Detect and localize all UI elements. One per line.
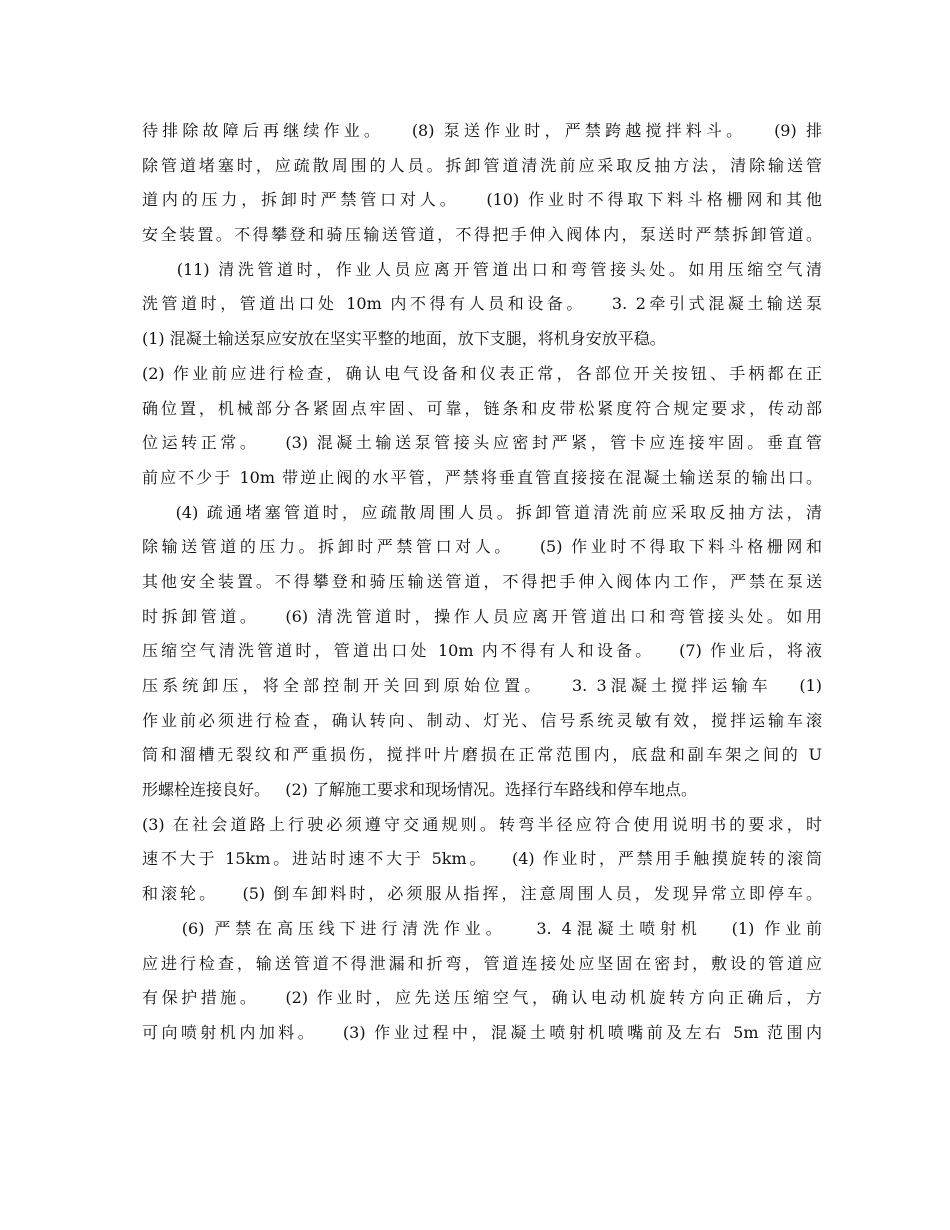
text-line: 压缩空气清洗管道时，管道出口处 10m 内不得有人和设备。 (7) 作业后，将液 (142, 641, 822, 661)
text-line: (4) 疏通堵塞管道时，应疏散周围人员。拆卸管道清洗前应采取反抽方法，清 (142, 502, 822, 522)
text-line: 除输送管道的压力。拆卸时严禁管口对人。 (5) 作业时不得取下料斗格栅网和 (142, 537, 822, 557)
text-line: 可向喷射机内加料。 (3) 作业过程中，混凝土喷射机喷嘴前及左右 5m 范围内 (142, 1022, 822, 1042)
text-line: 其他安全装置。不得攀登和骑压输送管道，不得把手伸入阀体内工作，严禁在泵送 (142, 571, 822, 591)
text-line: 应进行检查，输送管道不得泄漏和折弯，管道连接处应坚固在密封，敷设的管道应 (142, 953, 822, 973)
text-line: 作业前必须进行检查，确认转向、制动、灯光、信号系统灵敏有效，搅拌运输车滚 (142, 710, 822, 730)
text-line: 筒和溜槽无裂纹和严重损伤，搅拌叶片磨损在正常范围内，底盘和副车架之间的 U (142, 745, 822, 765)
text-line: 有保护措施。 (2) 作业时，应先送压缩空气，确认电动机旋转方向正确后，方 (142, 988, 822, 1008)
text-line: 前应不少于 10m 带逆止阀的水平管，严禁将垂直管直接接在混凝土输送泵的输出口。 (142, 467, 822, 487)
text-line: 洗管道时，管道出口处 10m 内不得有人员和设备。 3. 2牵引式混凝土输送泵 (142, 294, 822, 314)
text-line: 形螺栓连接良好。 (2) 了解施工要求和现场情况。选择行车路线和停车地点。 (142, 780, 698, 800)
text-line: (6) 严禁在高压线下进行清洗作业。 3. 4混凝土喷射机 (1) 作业前 (142, 918, 822, 938)
text-line: 安全装置。不得攀登和骑压输送管道，不得把手伸入阀体内，泵送时严禁拆卸管道。 (142, 225, 822, 245)
text-line: 待排除故障后再继续作业。 (8) 泵送作业时，严禁跨越搅拌料斗。 (9) 排 (142, 121, 822, 140)
text-line: 道内的压力，拆卸时严禁管口对人。 (10) 作业时不得取下料斗格栅网和其他 (142, 190, 822, 210)
text-line: (2) 作业前应进行检查，确认电气设备和仪表正常，各部位开关按钮、手柄都在正 (142, 363, 822, 383)
body-text (142, 114, 822, 1051)
text-line: 速不大于 15km。进站时速不大于 5km。 (4) 作业时，严禁用手触摸旋转的滚筒 (142, 849, 822, 869)
text-line: (1) 混凝土输送泵应安放在坚实平整的地面，放下支腿，将机身安放平稳。 (142, 329, 666, 349)
text-line: 确位置，机械部分各紧固点牢固、可靠，链条和皮带松紧度符合规定要求，传动部 (142, 398, 822, 418)
text-line: 时拆卸管道。 (6) 清洗管道时，操作人员应离开管道出口和弯管接头处。如用 (142, 606, 822, 626)
text-line: (3) 在社会道路上行驶必须遵守交通规则。转弯半径应符合使用说明书的要求，时 (142, 814, 822, 834)
text-line: 位运转正常。 (3) 混凝土输送泵管接头应密封严紧，管卡应连接牢固。垂直管 (142, 433, 822, 453)
text-line: 除管道堵塞时，应疏散周围的人员。拆卸管道清洗前应采取反抽方法，清除输送管 (142, 155, 822, 175)
text-line: 和滚轮。 (5) 倒车卸料时，必须服从指挥，注意周围人员，发现异常立即停车。 (142, 884, 822, 904)
text-line: 压系统卸压，将全部控制开关回到原始位置。 3. 3混凝土搅拌运输车 (1) (142, 676, 822, 695)
text-line: (11) 清洗管道时，作业人员应离开管道出口和弯管接头处。如用压缩空气清 (142, 259, 822, 279)
